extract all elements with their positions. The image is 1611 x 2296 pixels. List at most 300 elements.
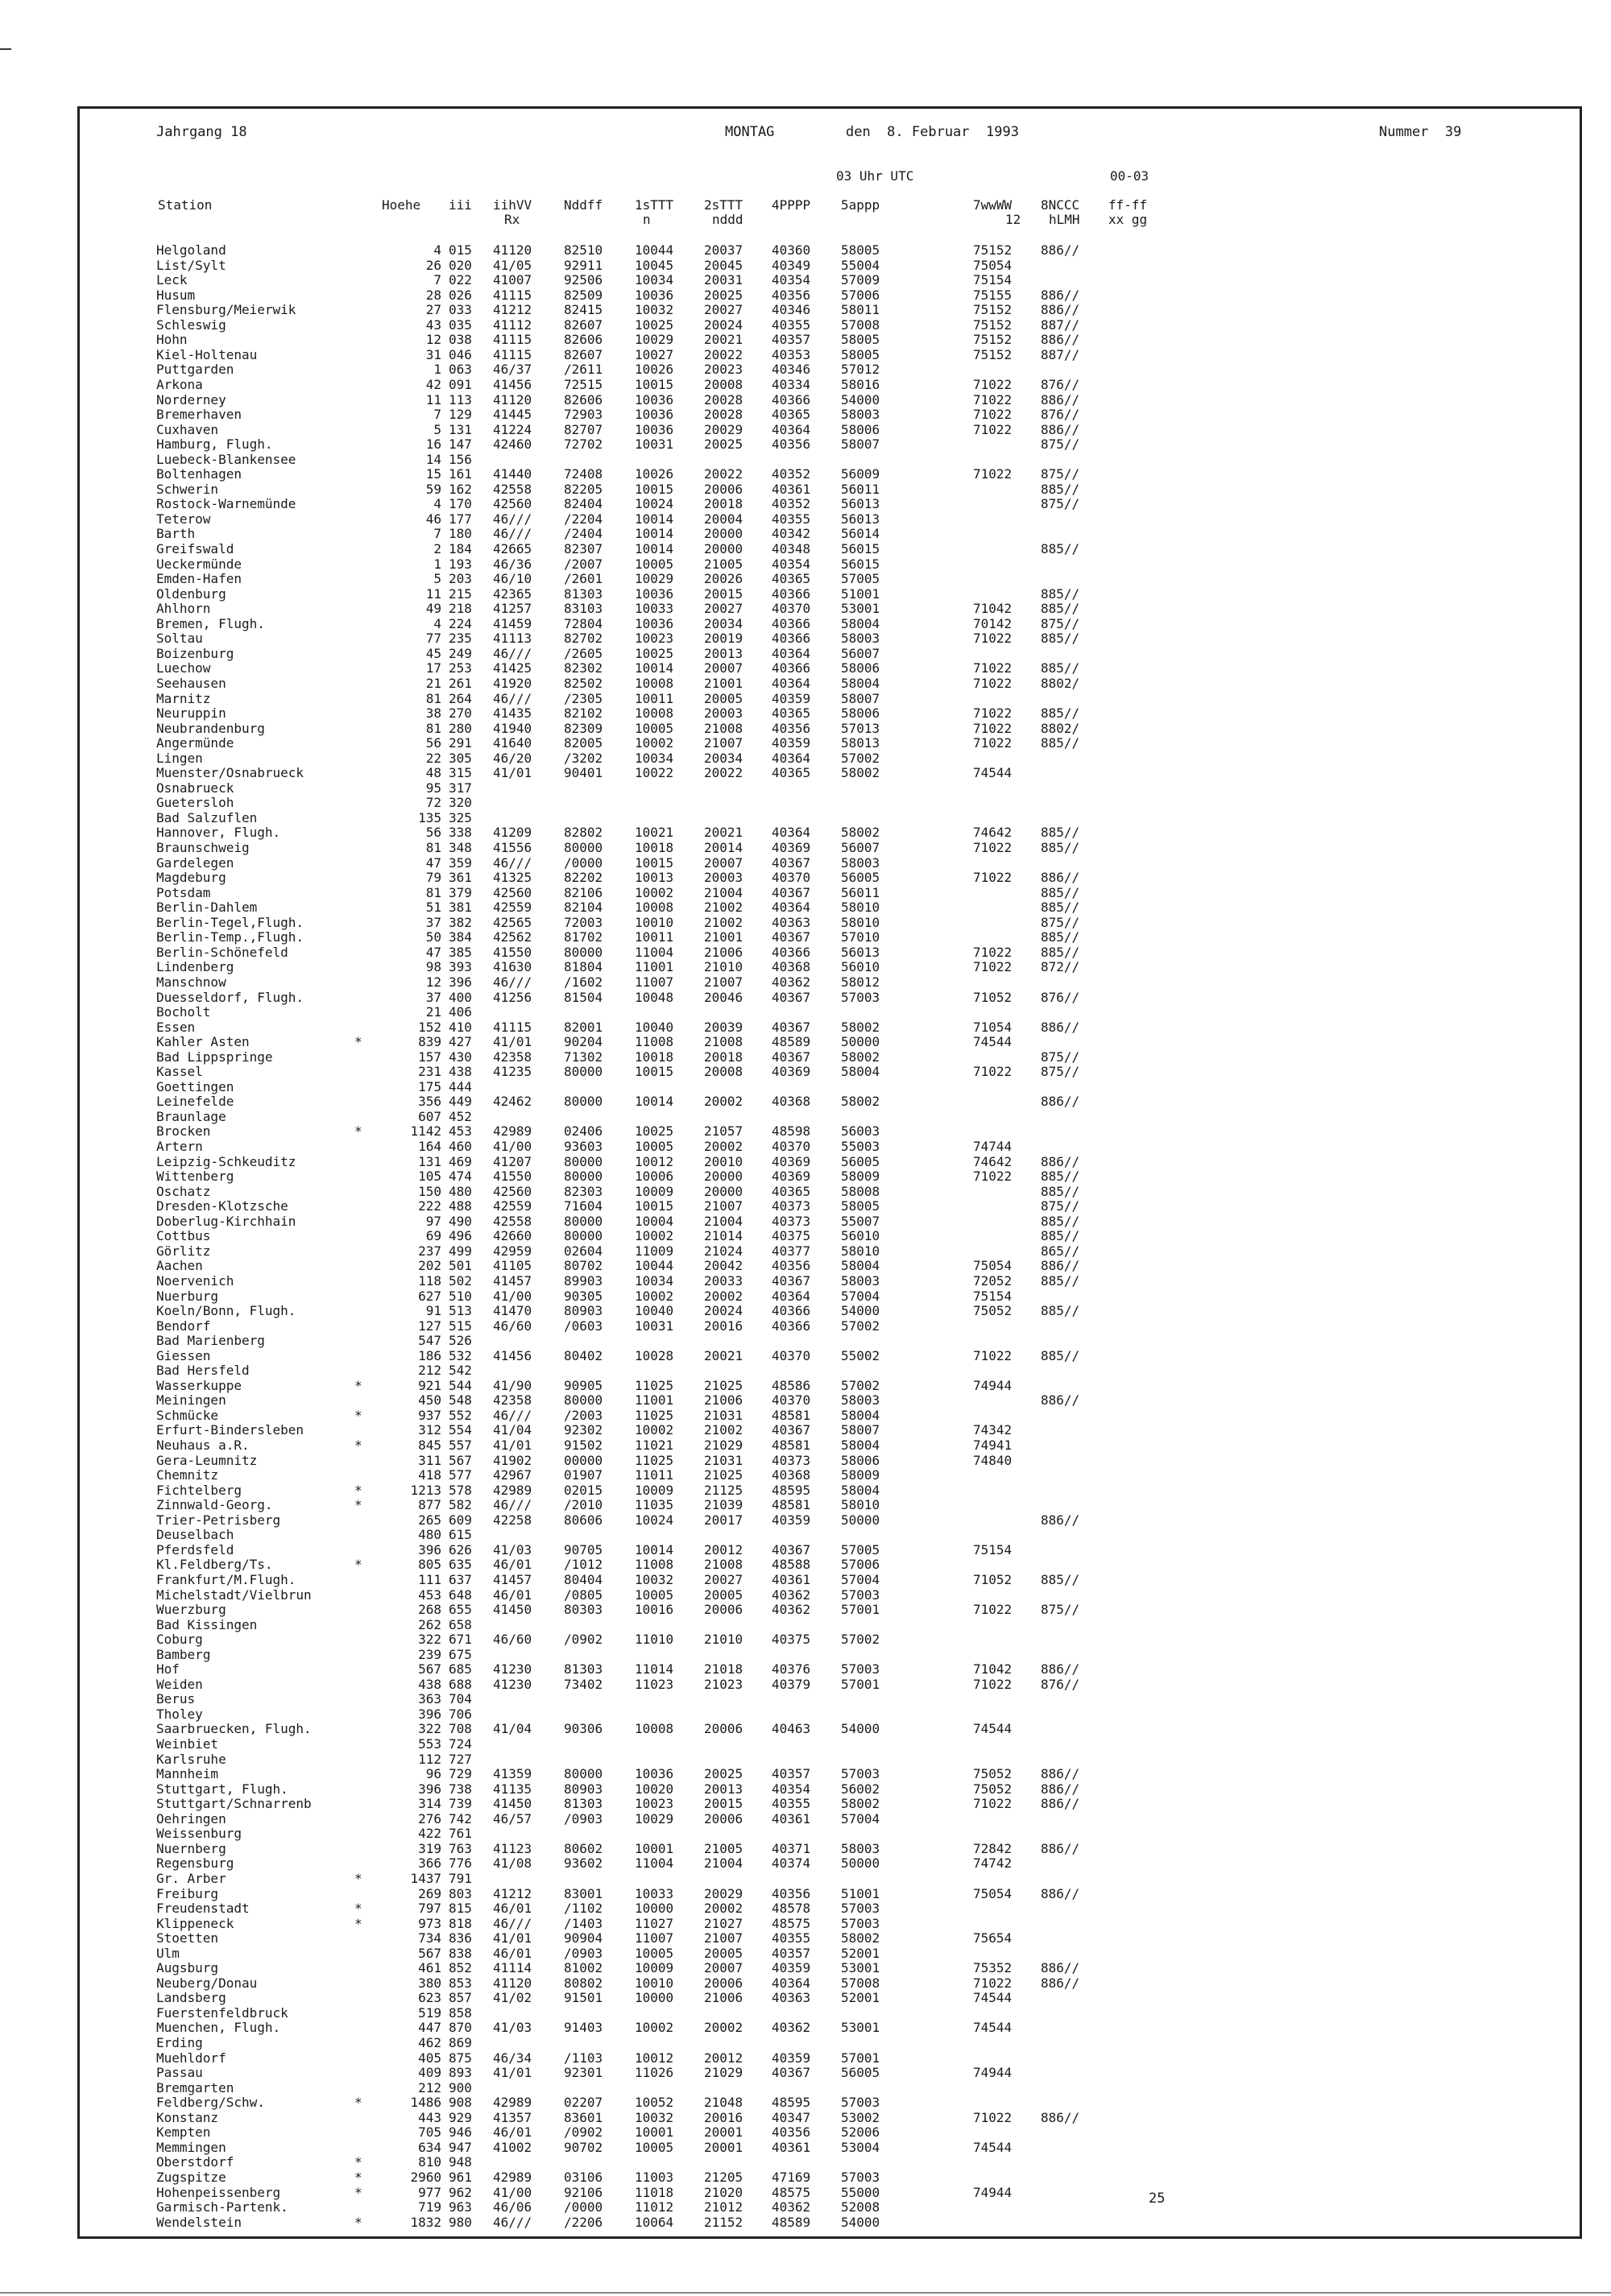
group-2sttt: 20001 xyxy=(704,2124,743,2141)
station-height: 56 xyxy=(425,735,441,751)
station-id: 253 xyxy=(449,660,472,676)
station-name: Aachen xyxy=(156,1258,203,1274)
station-height: 396 xyxy=(418,1541,441,1558)
group-1sttt: 11008 xyxy=(635,1034,674,1050)
group-iihvv: 42562 xyxy=(493,929,532,945)
group-2sttt: 21014 xyxy=(704,1228,743,1244)
table-row xyxy=(0,856,1611,871)
station-name: Nuerburg xyxy=(156,1288,219,1304)
group-5appp: 57009 xyxy=(841,272,880,288)
group-7wwww: 71022 xyxy=(973,705,1013,722)
station-height: 157 xyxy=(418,1049,441,1065)
station-height: 81 xyxy=(425,720,441,736)
station-id: 449 xyxy=(449,1094,472,1110)
group-nddff: 82005 xyxy=(564,735,603,751)
group-8nccc: 885// xyxy=(1041,1347,1080,1363)
group-iihvv: 41123 xyxy=(493,1840,532,1856)
station-id: 818 xyxy=(449,1915,472,1931)
station-name: Soltau xyxy=(156,631,203,647)
station-name: Kempten xyxy=(156,2124,211,2141)
group-4pppp: 40362 xyxy=(772,1587,811,1603)
station-height: 202 xyxy=(418,1258,441,1274)
group-7wwww: 74941 xyxy=(973,1438,1013,1453)
group-iihvv: 41/01 xyxy=(493,1438,532,1453)
station-height: 175 xyxy=(418,1078,441,1094)
group-nddff: 80606 xyxy=(564,1512,603,1528)
group-4pppp: 40354 xyxy=(772,272,811,288)
table-row xyxy=(0,333,1611,347)
group-7wwww: 74744 xyxy=(973,1139,1013,1154)
group-5appp: 58002 xyxy=(841,1019,880,1035)
station-height: 56 xyxy=(425,825,441,841)
group-4pppp: 48598 xyxy=(772,1123,811,1140)
group-4pppp: 40364 xyxy=(772,825,811,841)
station-height: 734 xyxy=(418,1930,441,1946)
group-nddff: 71604 xyxy=(564,1198,603,1214)
station-id: 063 xyxy=(449,362,472,378)
station-id: 020 xyxy=(449,257,472,273)
group-iihvv: 41/01 xyxy=(493,1930,532,1946)
group-5appp: 53002 xyxy=(841,2109,880,2125)
station-height: 356 xyxy=(418,1094,441,1110)
group-5appp: 56007 xyxy=(841,645,880,661)
station-name: Oldenburg xyxy=(156,585,226,602)
group-5appp: 50000 xyxy=(841,1855,880,1872)
table-row xyxy=(0,736,1611,751)
group-4pppp: 48588 xyxy=(772,1557,811,1573)
group-1sttt: 10009 xyxy=(635,1482,674,1498)
group-5appp: 57013 xyxy=(841,720,880,736)
group-nddff: 91501 xyxy=(564,1990,603,2006)
page-number: 25 xyxy=(1149,2191,1166,2207)
group-7wwww: 71022 xyxy=(973,675,1013,691)
group-8nccc: 876// xyxy=(1041,376,1080,392)
station-name: Wuerzburg xyxy=(156,1602,226,1618)
group-5appp: 58002 xyxy=(841,825,880,841)
group-1sttt: 10014 xyxy=(635,541,674,556)
group-4pppp: 40347 xyxy=(772,2109,811,2125)
group-2sttt: 20027 xyxy=(704,1571,743,1587)
group-1sttt: 11035 xyxy=(635,1497,674,1513)
group-1sttt: 10033 xyxy=(635,601,674,617)
group-4pppp: 40377 xyxy=(772,1243,811,1259)
group-2sttt: 20029 xyxy=(704,421,743,437)
group-nddff: 82606 xyxy=(564,332,603,348)
group-iihvv: 42560 xyxy=(493,884,532,900)
group-nddff: 00000 xyxy=(564,1452,603,1468)
station-id: 249 xyxy=(449,645,472,661)
table-row xyxy=(0,2036,1611,2050)
station-id: 761 xyxy=(449,1826,472,1842)
group-iihvv: 41940 xyxy=(493,720,532,736)
station-id: 515 xyxy=(449,1318,472,1334)
group-nddff: /2404 xyxy=(564,526,603,542)
table-row xyxy=(0,991,1611,1005)
station-id: 582 xyxy=(449,1497,472,1513)
station-name: Hannover, Flugh. xyxy=(156,825,281,841)
station-id: 400 xyxy=(449,989,472,1005)
station-height: 1 xyxy=(433,362,441,378)
station-name: Wendelstein xyxy=(156,2214,242,2230)
table-row xyxy=(0,1946,1611,1961)
group-5appp: 57003 xyxy=(841,1661,880,1678)
col-hoehe: Hoehe xyxy=(382,197,421,213)
group-iihvv: 46/01 xyxy=(493,1587,532,1603)
station-height: 111 xyxy=(418,1571,441,1587)
table-row xyxy=(0,661,1611,676)
station-id: 815 xyxy=(449,1901,472,1917)
group-2sttt: 20015 xyxy=(704,585,743,602)
group-iihvv: 41115 xyxy=(493,287,532,303)
table-row xyxy=(0,1797,1611,1811)
group-nddff: 82104 xyxy=(564,900,603,916)
group-1sttt: 10010 xyxy=(635,914,674,930)
station-name: Emden-Hafen xyxy=(156,571,242,587)
group-5appp: 58013 xyxy=(841,735,880,751)
station-id: 852 xyxy=(449,1960,472,1976)
group-8nccc: 887// xyxy=(1041,316,1080,333)
table-row xyxy=(0,1632,1611,1647)
group-nddff: /2003 xyxy=(564,1407,603,1423)
group-5appp: 53001 xyxy=(841,1960,880,1976)
group-7wwww: 74342 xyxy=(973,1422,1013,1438)
group-2sttt: 20000 xyxy=(704,526,743,542)
table-row xyxy=(0,393,1611,407)
station-id: 315 xyxy=(449,765,472,781)
group-nddff: 81303 xyxy=(564,1796,603,1812)
group-2sttt: 20000 xyxy=(704,1183,743,1199)
station-height: 152 xyxy=(418,1019,441,1035)
group-4pppp: 40365 xyxy=(772,571,811,587)
station-id: 567 xyxy=(449,1452,472,1468)
station-height: 567 xyxy=(418,1661,441,1678)
group-2sttt: 20002 xyxy=(704,2020,743,2036)
station-id: 648 xyxy=(449,1587,472,1603)
station-id: 270 xyxy=(449,705,472,722)
group-1sttt: 10036 xyxy=(635,391,674,407)
group-1sttt: 10032 xyxy=(635,1571,674,1587)
table-row xyxy=(0,1558,1611,1572)
group-nddff: 80402 xyxy=(564,1347,603,1363)
group-nddff: 81504 xyxy=(564,989,603,1005)
station-id: 875 xyxy=(449,2050,472,2066)
station-name: Oberstdorf xyxy=(156,2154,234,2170)
group-2sttt: 21004 xyxy=(704,884,743,900)
group-8nccc: 885// xyxy=(1041,884,1080,900)
group-2sttt: 21029 xyxy=(704,1438,743,1453)
station-id: 554 xyxy=(449,1422,472,1438)
group-4pppp: 40355 xyxy=(772,1930,811,1946)
station-name: Koeln/Bonn, Flugh. xyxy=(156,1303,296,1319)
station-name: Bendorf xyxy=(156,1318,211,1334)
group-iihvv: 42967 xyxy=(493,1467,532,1483)
group-4pppp: 40375 xyxy=(772,1228,811,1244)
table-row xyxy=(0,2215,1611,2230)
group-2sttt: 20001 xyxy=(704,2139,743,2155)
group-1sttt: 11008 xyxy=(635,1557,674,1573)
station-id: 193 xyxy=(449,556,472,572)
group-iihvv: 46/// xyxy=(493,854,532,871)
station-height: 46 xyxy=(425,511,441,527)
group-4pppp: 40370 xyxy=(772,870,811,886)
station-id: 026 xyxy=(449,287,472,303)
group-4pppp: 40368 xyxy=(772,1467,811,1483)
group-5appp: 58006 xyxy=(841,1452,880,1468)
group-1sttt: 10040 xyxy=(635,1019,674,1035)
station-name: Goettingen xyxy=(156,1078,234,1094)
station-id: 893 xyxy=(449,2065,472,2081)
col-7wwww-sub: 12 xyxy=(1005,212,1021,227)
group-iihvv: 41456 xyxy=(493,376,532,392)
group-nddff: 80404 xyxy=(564,1571,603,1587)
group-7wwww: 71022 xyxy=(973,1975,1013,1991)
table-row xyxy=(0,2081,1611,2095)
group-4pppp: 40373 xyxy=(772,1198,811,1214)
station-height: 37 xyxy=(425,914,441,930)
group-5appp: 57003 xyxy=(841,1901,880,1917)
group-5appp: 58011 xyxy=(841,302,880,318)
table-row xyxy=(0,1483,1611,1498)
station-name: Artern xyxy=(156,1139,203,1154)
station-height: 1 xyxy=(433,556,441,572)
table-row xyxy=(0,1872,1611,1886)
station-height: 7 xyxy=(433,526,441,542)
group-1sttt: 11010 xyxy=(635,1632,674,1648)
col-nddff: Nddff xyxy=(564,197,603,213)
group-5appp: 57003 xyxy=(841,2095,880,2111)
station-id: 035 xyxy=(449,316,472,333)
group-2sttt: 20017 xyxy=(704,1512,743,1528)
table-row xyxy=(0,1229,1611,1243)
station-id: 980 xyxy=(449,2214,472,2230)
group-1sttt: 10005 xyxy=(635,1139,674,1154)
group-iihvv: 41256 xyxy=(493,989,532,1005)
group-8nccc: 885// xyxy=(1041,735,1080,751)
group-5appp: 58002 xyxy=(841,1049,880,1065)
group-nddff: 80000 xyxy=(564,1094,603,1110)
group-2sttt: 20019 xyxy=(704,631,743,647)
station-name: Chemnitz xyxy=(156,1467,219,1483)
group-2sttt: 20027 xyxy=(704,601,743,617)
group-8nccc: 885// xyxy=(1041,541,1080,556)
group-2sttt: 20002 xyxy=(704,1288,743,1304)
group-nddff: 93602 xyxy=(564,1855,603,1872)
table-row xyxy=(0,1856,1611,1871)
station-height: 96 xyxy=(425,1766,441,1782)
group-7wwww: 71022 xyxy=(973,660,1013,676)
station-id: 791 xyxy=(449,1870,472,1886)
station-name: Augsburg xyxy=(156,1960,219,1976)
group-4pppp: 40366 xyxy=(772,660,811,676)
table-row xyxy=(0,2111,1611,2125)
group-1sttt: 10012 xyxy=(635,1153,674,1169)
group-iihvv: 42989 xyxy=(493,2169,532,2185)
group-8nccc: 886// xyxy=(1041,421,1080,437)
table-row xyxy=(0,1692,1611,1706)
group-nddff: 80000 xyxy=(564,1392,603,1409)
group-nddff: 80702 xyxy=(564,1258,603,1274)
group-iihvv: 42558 xyxy=(493,1213,532,1229)
station-height: 462 xyxy=(418,2035,441,2050)
group-5appp: 56007 xyxy=(841,840,880,855)
group-8nccc: 886// xyxy=(1041,1796,1080,1812)
group-5appp: 51001 xyxy=(841,585,880,602)
group-4pppp: 40354 xyxy=(772,1781,811,1797)
station-name: Rostock-Warnemünde xyxy=(156,496,296,512)
station-height: 877 xyxy=(418,1497,441,1513)
group-1sttt: 10010 xyxy=(635,1975,674,1991)
group-iihvv: 42560 xyxy=(493,496,532,512)
group-iihvv: 41457 xyxy=(493,1571,532,1587)
station-name: Oschatz xyxy=(156,1183,211,1199)
station-name: Barth xyxy=(156,526,196,542)
group-iihvv: 46/// xyxy=(493,645,532,661)
group-nddff: 93603 xyxy=(564,1139,603,1154)
station-id: 853 xyxy=(449,1975,472,1991)
station-height: 21 xyxy=(425,675,441,691)
group-8nccc: 885// xyxy=(1041,1228,1080,1244)
group-2sttt: 20025 xyxy=(704,1766,743,1782)
group-iihvv: 41/04 xyxy=(493,1422,532,1438)
group-7wwww: 74544 xyxy=(973,1034,1013,1050)
station-height: 269 xyxy=(418,1885,441,1901)
mountain-marker: * xyxy=(354,1497,362,1513)
station-name: Luebeck-Blankensee xyxy=(156,451,296,467)
station-name: Angermünde xyxy=(156,735,234,751)
group-2sttt: 20006 xyxy=(704,1810,743,1826)
station-name: Pferdsfeld xyxy=(156,1541,234,1558)
station-height: 634 xyxy=(418,2139,441,2155)
station-name: Bad Salzuflen xyxy=(156,809,258,825)
station-name: Tholey xyxy=(156,1706,203,1722)
group-nddff: 90705 xyxy=(564,1541,603,1558)
group-2sttt: 21007 xyxy=(704,974,743,990)
group-5appp: 54000 xyxy=(841,391,880,407)
station-height: 212 xyxy=(418,2079,441,2095)
group-iihvv: 42558 xyxy=(493,481,532,497)
group-nddff: 82509 xyxy=(564,287,603,303)
group-nddff: 72804 xyxy=(564,615,603,631)
station-name: Manschnow xyxy=(156,974,226,990)
group-nddff: 71302 xyxy=(564,1049,603,1065)
mountain-marker: * xyxy=(354,2184,362,2200)
group-iihvv: 41470 xyxy=(493,1303,532,1319)
group-4pppp: 40352 xyxy=(772,496,811,512)
group-iihvv: 41230 xyxy=(493,1661,532,1678)
group-2sttt: 20028 xyxy=(704,407,743,423)
table-row xyxy=(0,1603,1611,1617)
group-1sttt: 10052 xyxy=(635,2095,674,2111)
group-5appp: 55007 xyxy=(841,1213,880,1229)
group-iihvv: 41209 xyxy=(493,825,532,841)
group-5appp: 57006 xyxy=(841,287,880,303)
station-name: Teterow xyxy=(156,511,211,527)
group-nddff: 82606 xyxy=(564,391,603,407)
group-4pppp: 40361 xyxy=(772,1571,811,1587)
group-5appp: 58003 xyxy=(841,407,880,423)
group-iihvv: 42560 xyxy=(493,1183,532,1199)
group-5appp: 58002 xyxy=(841,1094,880,1110)
group-nddff: 82309 xyxy=(564,720,603,736)
group-iihvv: 46/// xyxy=(493,2214,532,2230)
group-iihvv: 41459 xyxy=(493,615,532,631)
station-height: 31 xyxy=(425,346,441,362)
group-nddff: /2010 xyxy=(564,1497,603,1513)
group-iihvv: 46/36 xyxy=(493,556,532,572)
station-height: 47 xyxy=(425,854,441,871)
col-2sttt-sub: nddd xyxy=(712,212,743,227)
station-name: Seehausen xyxy=(156,675,226,691)
mountain-marker: * xyxy=(354,1482,362,1498)
group-nddff: 83001 xyxy=(564,1885,603,1901)
table-row xyxy=(0,512,1611,527)
group-2sttt: 20021 xyxy=(704,332,743,348)
group-iihvv: 41105 xyxy=(493,1258,532,1274)
group-1sttt: 10034 xyxy=(635,272,674,288)
group-5appp: 55000 xyxy=(841,2184,880,2200)
group-1sttt: 10040 xyxy=(635,1303,674,1319)
observation-time: 03 Uhr UTC xyxy=(836,168,914,184)
station-height: 312 xyxy=(418,1422,441,1438)
table-row xyxy=(0,2125,1611,2140)
group-2sttt: 21039 xyxy=(704,1497,743,1513)
group-7wwww: 71052 xyxy=(973,989,1013,1005)
group-4pppp: 40366 xyxy=(772,944,811,960)
station-name: Luechow xyxy=(156,660,211,676)
station-id: 046 xyxy=(449,346,472,362)
group-5appp: 56005 xyxy=(841,2065,880,2081)
group-8nccc: 886// xyxy=(1041,1019,1080,1035)
group-7wwww: 72052 xyxy=(973,1272,1013,1289)
station-id: 946 xyxy=(449,2124,472,2141)
group-1sttt: 11025 xyxy=(635,1377,674,1393)
group-2sttt: 21025 xyxy=(704,1467,743,1483)
group-4pppp: 48586 xyxy=(772,1377,811,1393)
group-nddff: 82510 xyxy=(564,242,603,258)
station-id: 685 xyxy=(449,1661,472,1678)
station-id: 264 xyxy=(449,690,472,706)
station-id: 577 xyxy=(449,1467,472,1483)
group-7wwww: 70142 xyxy=(973,615,1013,631)
group-iihvv: 46/01 xyxy=(493,1901,532,1917)
group-1sttt: 10009 xyxy=(635,1183,674,1199)
table-row xyxy=(0,2141,1611,2155)
group-5appp: 58004 xyxy=(841,1064,880,1080)
group-1sttt: 10005 xyxy=(635,1945,674,1961)
station-name: Kl.Feldberg/Ts. xyxy=(156,1557,273,1573)
group-4pppp: 40366 xyxy=(772,585,811,602)
group-4pppp: 48589 xyxy=(772,2214,811,2230)
station-height: 118 xyxy=(418,1272,441,1289)
group-iihvv: 46/01 xyxy=(493,2124,532,2141)
station-name: Kiel-Holtenau xyxy=(156,346,258,362)
station-id: 929 xyxy=(449,2109,472,2125)
group-2sttt: 21024 xyxy=(704,1243,743,1259)
group-5appp: 57005 xyxy=(841,1541,880,1558)
group-nddff: 90204 xyxy=(564,1034,603,1050)
group-4pppp: 40370 xyxy=(772,1392,811,1409)
group-nddff: /2611 xyxy=(564,362,603,378)
station-id: 385 xyxy=(449,944,472,960)
group-4pppp: 40346 xyxy=(772,362,811,378)
group-8nccc: 886// xyxy=(1041,1153,1080,1169)
group-4pppp: 40357 xyxy=(772,1766,811,1782)
group-nddff: /2605 xyxy=(564,645,603,661)
group-nddff: 90401 xyxy=(564,765,603,781)
table-row xyxy=(0,1468,1611,1483)
station-name: Schwerin xyxy=(156,481,219,497)
group-8nccc: 886// xyxy=(1041,1258,1080,1274)
